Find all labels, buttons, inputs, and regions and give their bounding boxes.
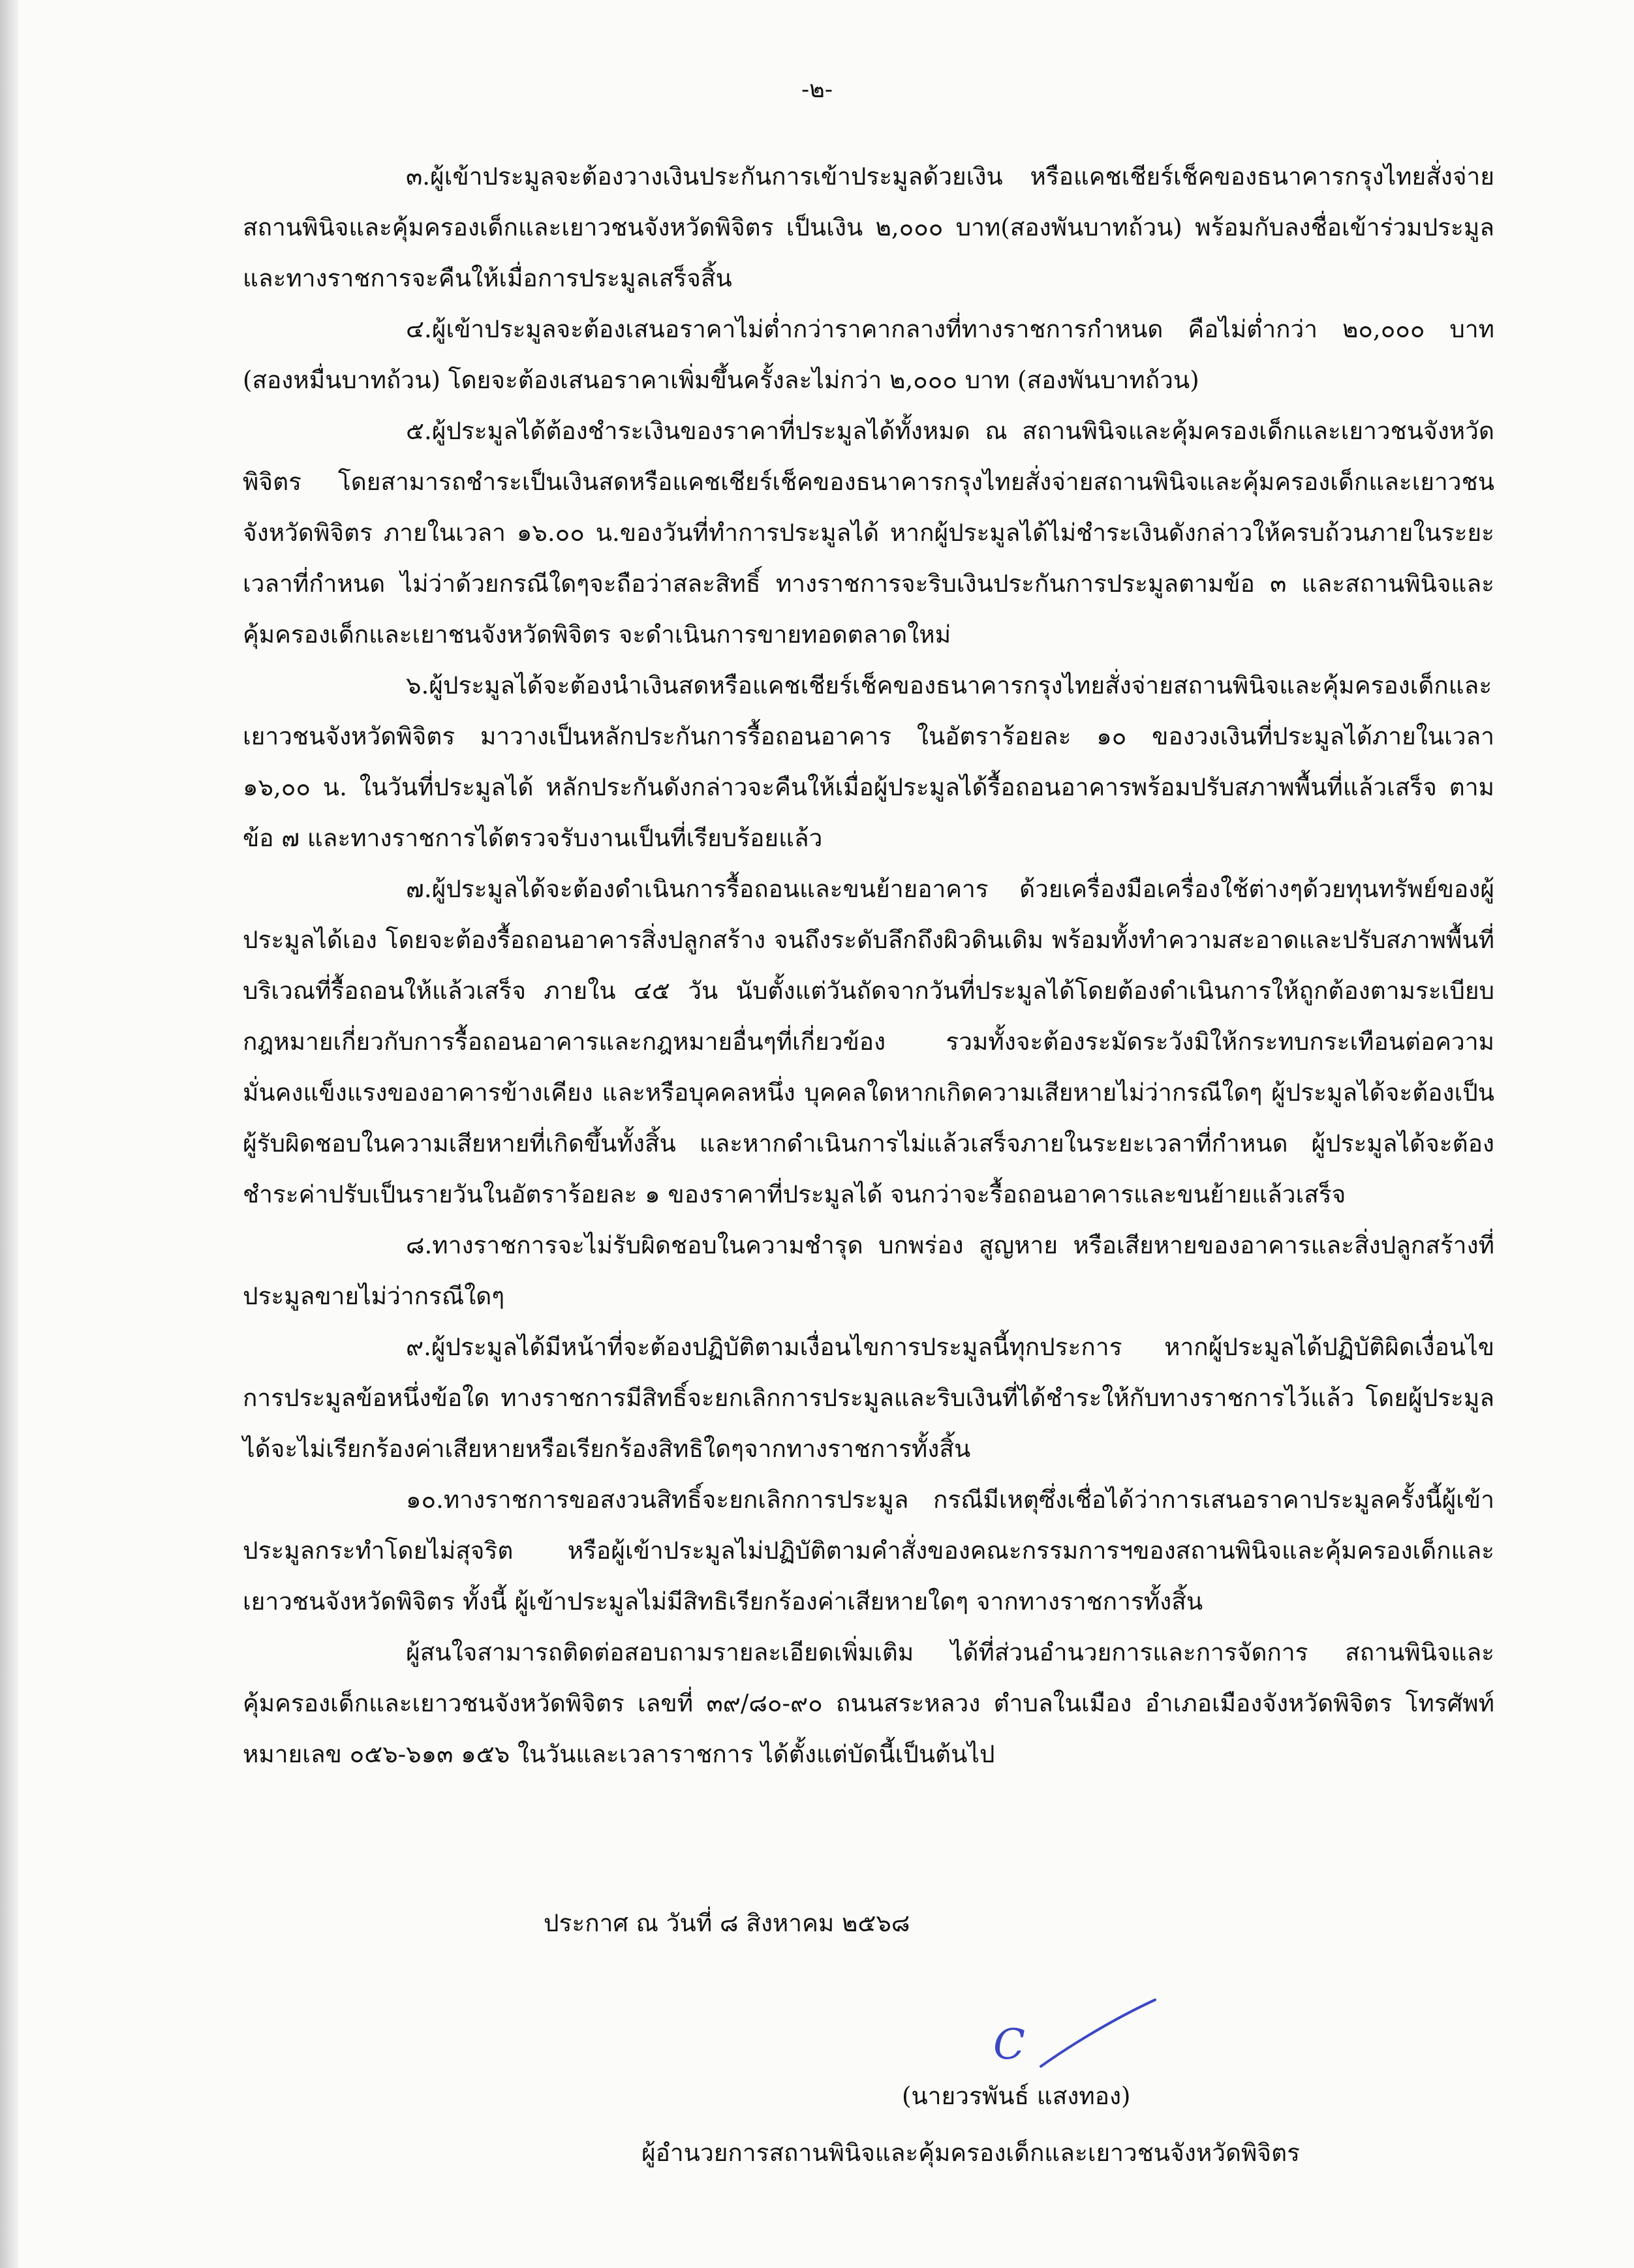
clause-4: ๔.ผู้เข้าประมูลจะต้องเสนอราคาไม่ต่ำกว่าราคากลางที่ทางราชการกำหนด คือไม่ต่ำกว่า ๒๐,๐๐๐ บาท (สองหมื่นบาทถ้วน) โดยจะต้องเสนอราคาเพิ่มขึ้นครั้งละไม่กว่า ๒,๐๐๐ บาท (สองพันบาทถ้วน) <box>243 315 1494 394</box>
clause-7: ๗.ผู้ประมูลได้จะต้องดำเนินการรื้อถอนและขนย้ายอาคาร ด้วยเครื่องมือเครื่องใช้ต่างๆด้วยทุนทรัพย์ของผู้ประมูลได้เอง โดยจะต้องรื้อถอนอาคารสิ่งปลูกสร้าง จนถึงระดับลึกถึงผิวดินเดิม พร้อมทั้งทำความสะอาดและปรับสภาพพื้นที่บริเวณที่รื้อถอนให้แล้วเสร็จ ภายใน ๔๕ วัน นับตั้งแต่วันถัดจากวันที่ประมูลได้โดยต้องดำเนินการให้ถูกต้องตามระเบียบกฎหมายเกี่ยวกับการรื้อถอนอาคารและกฎหมายอื่นๆที่เกี่ยวข้อง รวมทั้งจะต้องระมัดระวังมิให้กระทบกระเทือนต่อความมั่นคงแข็งแรงของอาคารข้างเคียง และหรือบุคคลหนึ่ง บุคคลใดหากเกิดความเสียหายไม่ว่ากรณีใดๆ ผู้ประมูลได้จะต้องเป็นผู้รับผิดชอบในความเสียหายที่เกิดขึ้นทั้งสิ้น และหากดำเนินการไม่แล้วเสร็จภายในระยะเวลาที่กำหนด ผู้ประมูลได้จะต้องชำระค่าปรับเป็นรายวันในอัตราร้อยละ ๑ ของราคาที่ประมูลได้ จนกว่าจะรื้อถอนอาคารและขนย้ายแล้วเสร็จ <box>243 875 1494 1208</box>
signer-name: (นายวรพันธ์ แสงทอง) <box>902 2082 1131 2110</box>
clause-8: ๘.ทางราชการจะไม่รับผิดชอบในความชำรุด บกพร่อง สูญหาย หรือเสียหายของอาคารและสิ่งปลูกสร้างที่ประมูลขายไม่ว่ากรณีใดๆ <box>243 1231 1494 1310</box>
signature-initial: C <box>993 2021 1025 2069</box>
handwritten-signature <box>979 1993 1175 2078</box>
clause-5: ๕.ผู้ประมูลได้ต้องชำระเงินของราคาที่ประมูลได้ทั้งหมด ณ สถานพินิจและคุ้มครองเด็กและเยาวชนจังหวัดพิจิตร โดยสามารถชำระเป็นเงินสดหรือแคชเชียร์เช็คของธนาคารกรุงไทยสั่งจ่ายสถานพินิจและคุ้มครองเด็กและเยาวชนจังหวัดพิจิตร ภายในเวลา ๑๖.๐๐ น.ของวันที่ทำการประมูลได้ หากผู้ประมูลได้ไม่ชำระเงินดังกล่าวให้ครบถ้วนภายในระยะเวลาที่กำหนด ไม่ว่าด้วยกรณีใดๆจะถือว่าสละสิทธิ์ ทางราชการจะริบเงินประกันการประมูลตามข้อ ๓ และสถานพินิจและคุ้มครองเด็กและเยาชนจังหวัดพิจิตร จะดำเนินการขายทอดตลาดใหม่ <box>243 417 1494 649</box>
signer-title: ผู้อำนวยการสถานพินิจและคุ้มครองเด็กและเยาวชนจังหวัดพิจิตร <box>641 2139 1301 2167</box>
clause-3: ๓.ผู้เข้าประมูลจะต้องวางเงินประกันการเข้าประมูลด้วยเงิน หรือแคชเชียร์เช็คของธนาคารกรุงไทยสั่งจ่ายสถานพินิจและคุ้มครองเด็กและเยาวชนจังหวัดพิจิตร เป็นเงิน ๒,๐๐๐ บาท(สองพันบาทถ้วน) พร้อมกับลงชื่อเข้าร่วมประมูล และทางราชการจะคืนให้เมื่อการประมูลเสร็จสิ้น <box>243 162 1494 292</box>
clause-6: ๖.ผู้ประมูลได้จะต้องนำเงินสดหรือแคชเชียร์เช็คของธนาคารกรุงไทยสั่งจ่ายสถานพินิจและคุ้มครองเด็กและเยาวชนจังหวัดพิจิตร มาวางเป็นหลักประกันการรื้อถอนอาคาร ในอัตราร้อยละ ๑๐ ของวงเงินที่ประมูลได้ภายในเวลา ๑๖,๐๐ น. ในวันที่ประมูลได้ หลักประกันดังกล่าวจะคืนให้เมื่อผู้ประมูลได้รื้อถอนอาคารพร้อมปรับสภาพพื้นที่แล้วเสร็จ ตามข้อ ๗ และทางราชการได้ตรวจรับงานเป็นที่เรียบร้อยแล้ว <box>243 671 1494 852</box>
contact-paragraph: ผู้สนใจสามารถติดต่อสอบถามรายละเอียดเพิ่มเติม ได้ที่ส่วนอำนวยการและการจัดการ สถานพินิจและคุ้มครองเด็กและเยาวชนจังหวัดพิจิตร เลขที่ ๓๙/๘๐-๙๐ ถนนสระหลวง ตำบลในเมือง อำเภอเมืองจังหวัดพิจิตร โทรศัพท์หมายเลข ๐๕๖-๖๑๓ ๑๕๖ ในวันและเวลาราชการ ได้ตั้งแต่บัดนี้เป็นต้นไป <box>243 1638 1494 1768</box>
clause-10: ๑๐.ทางราชการขอสงวนสิทธิ์จะยกเลิกการประมูล กรณีมีเหตุซึ่งเชื่อได้ว่าการเสนอราคาประมูลครั้งนี้ผู้เข้าประมูลกระทำโดยไม่สุจริต หรือผู้เข้าประมูลไม่ปฏิบัติตามคำสั่งของคณะกรรมการฯของสถานพินิจและคุ้มครองเด็กและเยาวชนจังหวัดพิจิตร ทั้งนี้ ผู้เข้าประมูลไม่มีสิทธิเรียกร้องค่าเสียหายใดๆ จากทางราชการทั้งสิ้น <box>243 1486 1494 1616</box>
signature-stroke <box>1041 2000 1155 2066</box>
body-text <box>243 151 1494 1780</box>
announcement-date: ประกาศ ณ วันที่ ๘ สิงหาคม ๒๕๖๘ <box>544 1909 910 1937</box>
clause-9: ๙.ผู้ประมูลได้มีหน้าที่จะต้องปฏิบัติตามเงื่อนไขการประมูลนี้ทุกประการ หากผู้ประมูลได้ปฏิบัติผิดเงื่อนไขการประมูลข้อหนึ่งข้อใด ทางราชการมีสิทธิ์จะยกเลิกการประมูลและริบเงินที่ได้ชำระให้กับทางราชการไว้แล้ว โดยผู้ประมูลได้จะไม่เรียกร้องค่าเสียหายหรือเรียกร้องสิทธิใดๆจากทางราชการทั้งสิ้น <box>243 1333 1494 1463</box>
page-number: -๒- <box>801 76 833 103</box>
